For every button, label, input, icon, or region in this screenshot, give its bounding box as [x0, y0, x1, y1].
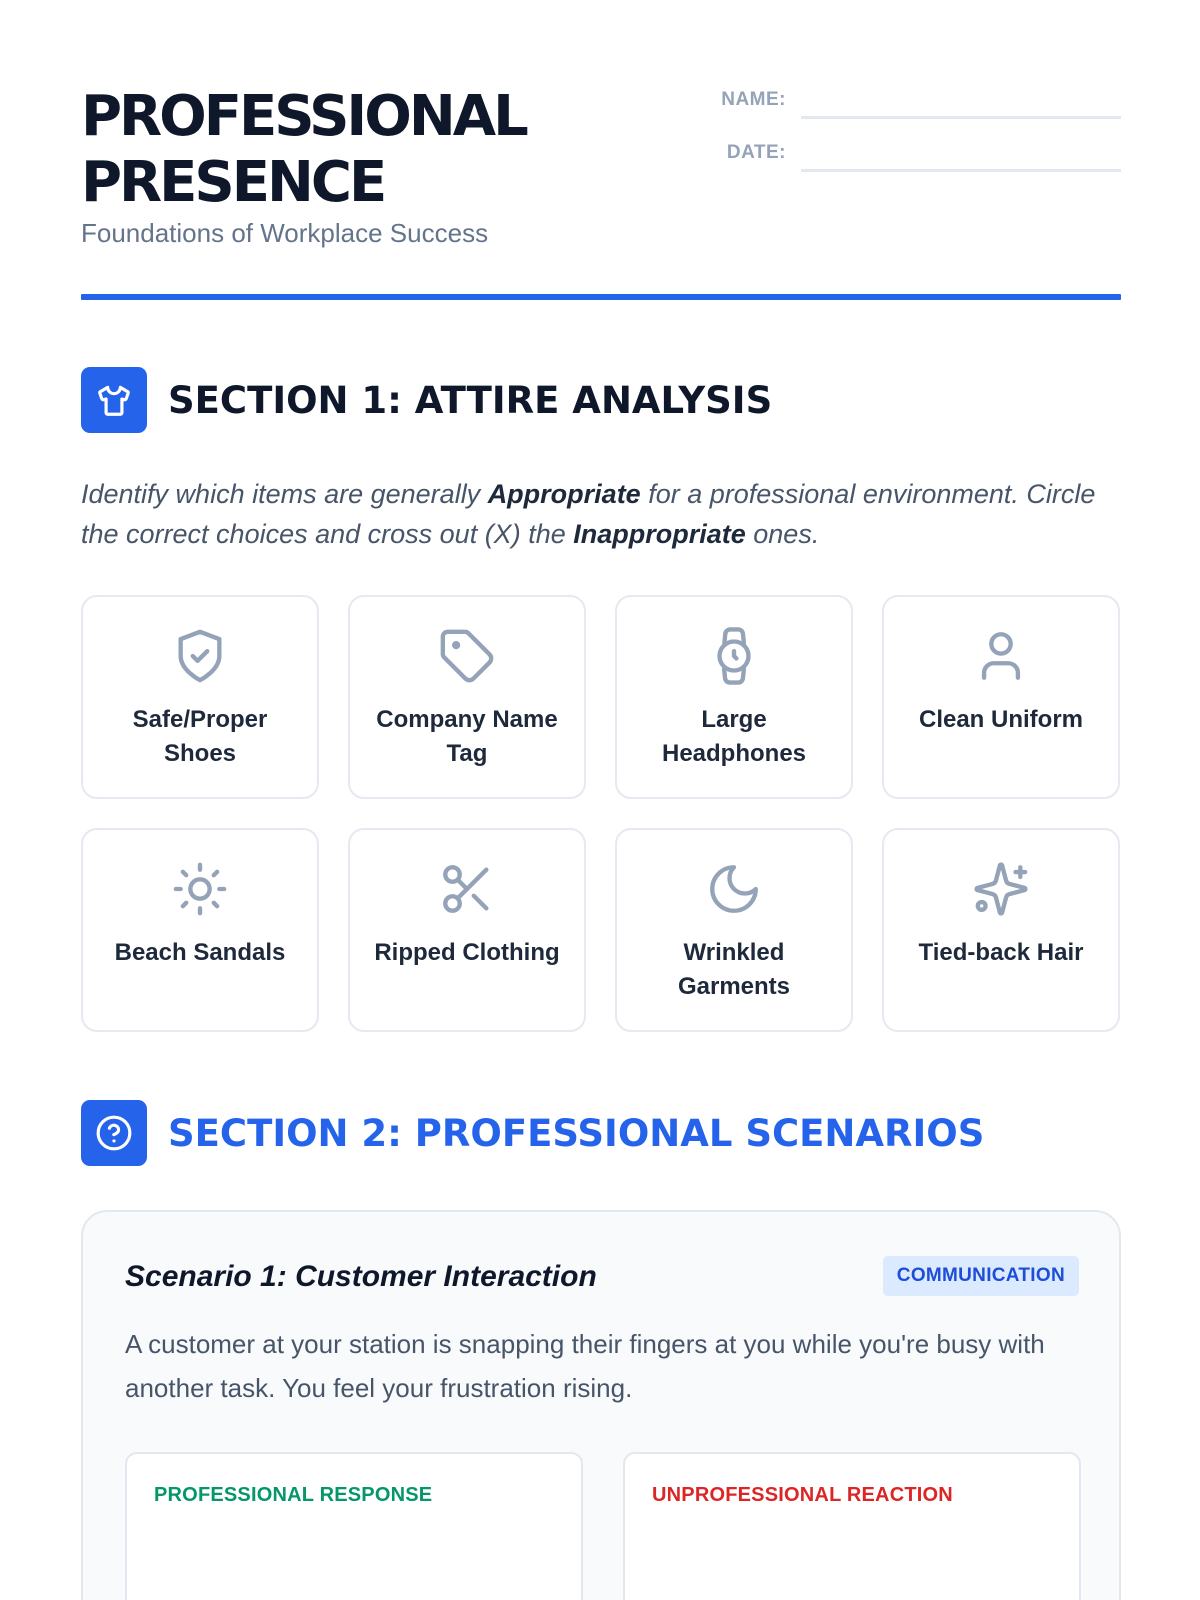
instructions-text-1: Identify which items are generally: [81, 479, 488, 509]
scenario-badge: COMMUNICATION: [883, 1256, 1079, 1296]
help-circle-icon: [81, 1100, 147, 1166]
attire-card[interactable]: [348, 595, 586, 799]
instructions-text-3: ones.: [745, 519, 820, 549]
scissors-icon: [438, 860, 496, 918]
title-line-1: PROFESSIONAL: [81, 84, 526, 149]
page-title: [81, 84, 526, 216]
attire-card[interactable]: [81, 595, 319, 799]
name-label: NAME:: [721, 89, 786, 110]
date-field[interactable]: [801, 169, 1121, 172]
title-line-2: PRESENCE: [81, 150, 385, 215]
page-subtitle: Foundations of Workplace Success: [81, 218, 489, 248]
attire-label: Beach Sandals: [114, 939, 286, 966]
moon-icon: [705, 860, 763, 918]
attire-label: Large Headphones: [661, 706, 807, 767]
date-field-row: [711, 137, 1121, 190]
name-field[interactable]: [801, 116, 1121, 119]
attire-label: Tied-back Hair: [918, 939, 1084, 966]
sun-icon: [171, 860, 229, 918]
attire-grid: [81, 595, 1121, 1032]
attire-label: Company Name Tag: [376, 706, 558, 767]
attire-card[interactable]: [615, 595, 853, 799]
student-fields: [711, 84, 1121, 190]
section-2-header: [81, 1100, 984, 1166]
section-1-header: [81, 367, 772, 433]
shirt-icon: [81, 367, 147, 433]
scenario-card: [81, 1210, 1121, 1600]
instructions-appropriate: Appropriate: [487, 479, 641, 509]
attire-card[interactable]: [81, 828, 319, 1032]
section-1-instructions: [81, 474, 1121, 554]
header-divider: [81, 294, 1121, 300]
attire-label: Safe/Proper Shoes: [132, 706, 268, 767]
attire-label: Wrinkled Garments: [677, 939, 791, 1000]
scenario-title: Scenario 1: Customer Interaction: [125, 1260, 597, 1293]
scenario-text: A customer at your station is snapping their fingers at you while you're busy with another task. You feel your frustration rising.: [125, 1329, 1045, 1403]
instructions-inappropriate: Inappropriate: [573, 519, 746, 549]
user-icon: [972, 627, 1030, 685]
attire-label: Clean Uniform: [918, 706, 1083, 733]
section-1-title: SECTION 1: ATTIRE ANALYSIS: [168, 378, 773, 422]
attire-card[interactable]: [615, 828, 853, 1032]
section-2-title: SECTION 2: PROFESSIONAL SCENARIOS: [168, 1111, 985, 1155]
attire-card[interactable]: [882, 828, 1120, 1032]
attire-label: Ripped Clothing: [374, 939, 560, 966]
professional-response-label: PROFESSIONAL RESPONSE: [154, 1484, 433, 1506]
name-field-row: [711, 84, 1121, 137]
worksheet-page: [81, 0, 1121, 1600]
watch-icon: [705, 627, 763, 685]
unprofessional-reaction-box[interactable]: [623, 1452, 1081, 1600]
attire-card[interactable]: [348, 828, 586, 1032]
unprofessional-reaction-label: UNPROFESSIONAL REACTION: [652, 1484, 953, 1506]
sparkles-icon: [972, 860, 1030, 918]
attire-card[interactable]: [882, 595, 1120, 799]
professional-response-box[interactable]: [125, 1452, 583, 1600]
tag-icon: [438, 627, 496, 685]
date-label: DATE:: [726, 142, 786, 163]
instructions-text-2: for a professional environment. Circle the correct choices and cross out (X) the: [81, 479, 1096, 549]
shield-check-icon: [171, 627, 229, 685]
